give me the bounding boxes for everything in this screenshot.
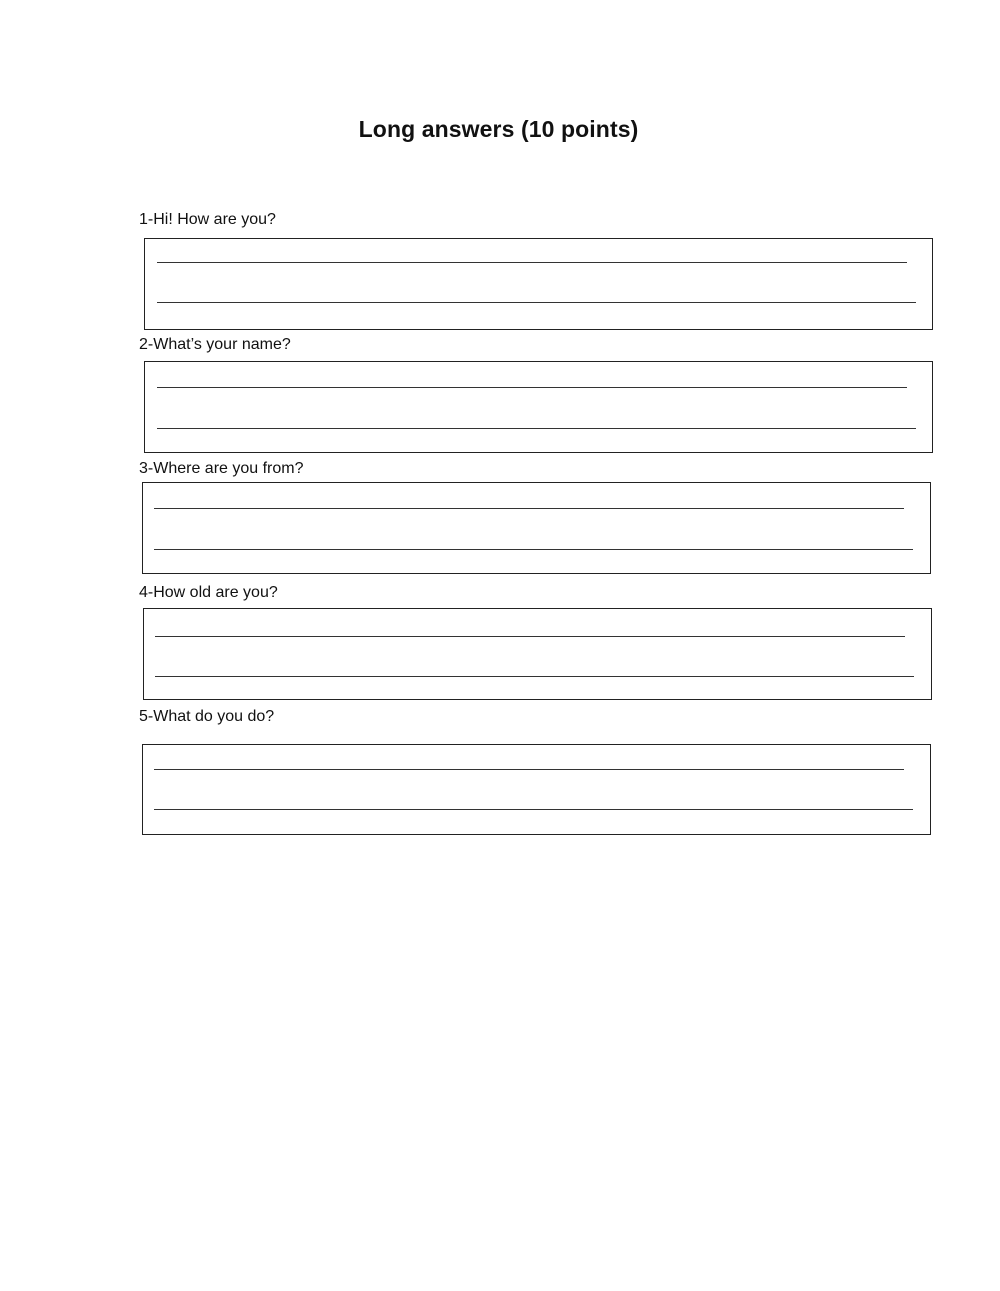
answer-box-5[interactable] [142,744,931,835]
answer-line[interactable] [155,636,905,637]
question-3-label: 3-Where are you from? [139,460,304,477]
answer-line[interactable] [155,676,914,677]
answer-line[interactable] [157,428,916,429]
question-2-label: 2-What’s your name? [139,336,291,353]
question-5-label: 5-What do you do? [139,708,275,725]
question-4-label: 4-How old are you? [139,584,278,601]
answer-line[interactable] [154,769,904,770]
answer-box-1[interactable] [144,238,933,330]
answer-line[interactable] [154,508,904,509]
answer-box-3[interactable] [142,482,931,574]
answer-line[interactable] [157,302,916,303]
answer-line[interactable] [154,549,913,550]
answer-line[interactable] [157,387,907,388]
answer-box-4[interactable] [143,608,932,700]
question-1-label: 1-Hi! How are you? [139,211,276,228]
answer-line[interactable] [154,809,913,810]
answer-line[interactable] [157,262,907,263]
page-title: Long answers (10 points) [358,116,639,142]
answer-box-2[interactable] [144,361,933,453]
